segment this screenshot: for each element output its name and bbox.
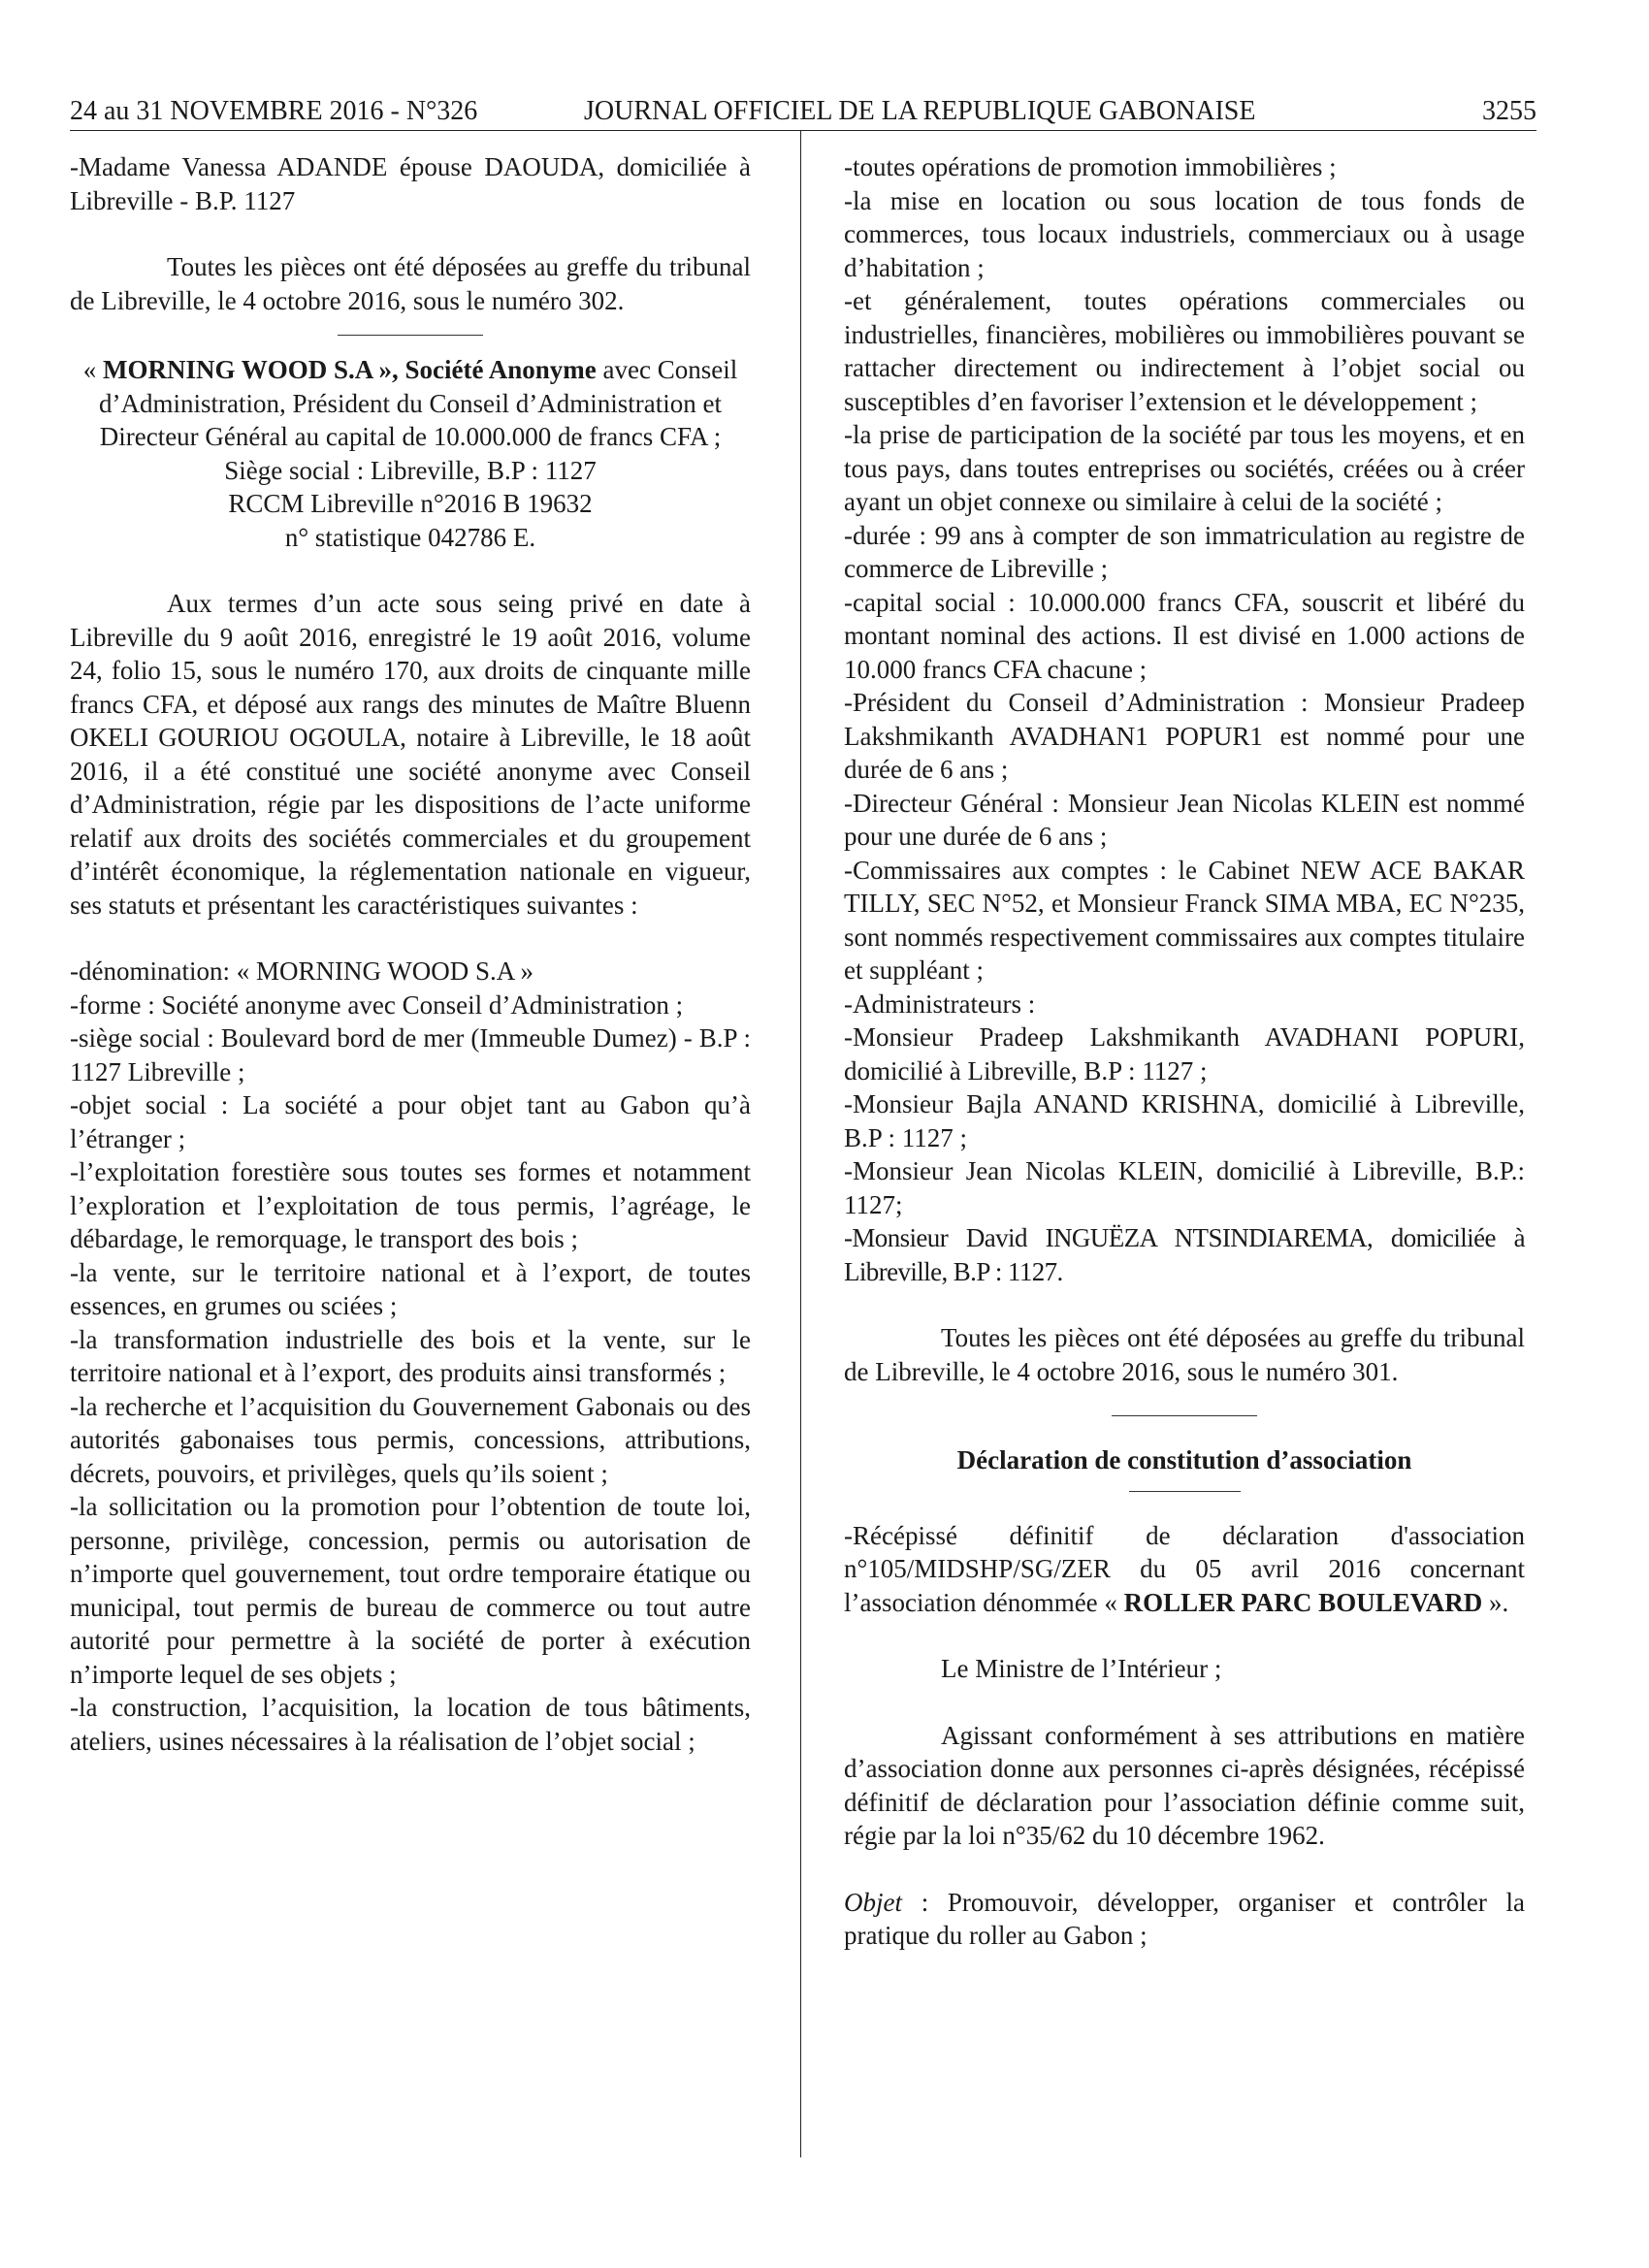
- list-item: -l’exploitation forestière sous toutes ses formes et notamment l’exploration et l’exploitation de tous permis, l’agréage, le débardage, le remorquage, le transport des bois ;: [70, 1157, 751, 1253]
- company-heading: « MORNING WOOD S.A », Société Anonyme avec Conseil d’Administration, Président du Conseil d’Administration et Directeur Général au capital de 10.000.000 de francs CFA ; Siège social : Libreville, B.P : 1127 RCCM Libreville n°2016 B 19632 n° statistique 042786 E.: [70, 353, 751, 554]
- list-item: -la construction, l’acquisition, la location de tous bâtiments, ateliers, usines nécessaires à la réalisation de l’objet social ;: [70, 1693, 751, 1756]
- list-item: -la mise en location ou sous location de tous fonds de commerces, tous locaux industriels, commerciaux ou à usage d’habitation ;: [844, 185, 1525, 282]
- section-rule: [338, 335, 483, 336]
- acte-paragraph: Aux termes d’un acte sous seing privé en date à Libreville du 9 août 2016, enregistré le 19 août 2016, volume 24, folio 15, sous le numéro 170, aux droits de cinquante mille francs CFA, et déposé aux rangs des minutes de Maître Bluenn OKELI GOURIOU OGOULA, notaire à Libreville, le 18 août 2016, il a été constitué une société anonyme avec Conseil d’Administration, régie par les dispositions de l’acte uniforme relatif aux droits des sociétés commerciales et du groupement d’intérêt économique, la réglementation nationale en vigueur, ses statuts et présentant les caractéristiques suivantes :: [70, 589, 751, 920]
- page-number: 3255: [1482, 96, 1536, 126]
- list-item: -durée : 99 ans à compter de son immatriculation au registre de commerce de Libreville ;: [844, 520, 1525, 583]
- company-form: Société Anonyme: [404, 355, 597, 384]
- recepisse-paragraph: -Récépissé définitif de déclaration d'association n°105/MIDSHP/SG/ZER du 05 avril 2016 concernant l’association dénommée « ROLLER PARC BOULEVARD ».: [844, 1520, 1525, 1617]
- company-name: MORNING WOOD S.A: [103, 355, 372, 384]
- section-rule: [1129, 1491, 1241, 1492]
- shareholder-entry: -Madame Vanessa ADANDE épouse DAOUDA, domiciliée à Libreville - B.P. 1127: [70, 152, 751, 215]
- list-item: -la vente, sur le territoire national et à l’export, de toutes essences, en grumes ou sciées ;: [70, 1257, 751, 1320]
- list-item: -capital social : 10.000.000 francs CFA, souscrit et libéré du montant nominal des actions. Il est divisé en 1.000 actions de 10.000 francs CFA chacune ;: [844, 587, 1525, 684]
- list-item: -objet social : La société a pour objet tant au Gabon qu’à l’étranger ;: [70, 1090, 751, 1153]
- list-item: -Monsieur David INGUËZA NTSINDIAREMA, domiciliée à Libreville, B.P : 1127.: [844, 1223, 1525, 1286]
- list-item: -et généralement, toutes opérations commerciales ou industrielles, financières, mobilières ou immobilières pouvant se rattacher directement ou indirectement à l’objet social ou susceptibles d’en favoriser l’extension et le développement ;: [844, 286, 1525, 416]
- company-stat: n° statistique 042786 E.: [284, 522, 536, 552]
- company-rccm: RCCM Libreville n°2016 B 19632: [228, 489, 593, 518]
- page-header: [70, 95, 1536, 131]
- agissant-paragraph: Agissant conformément à ses attributions en matière d’association donne aux personnes ci-après désignées, récépissé définitif de déclaration pour l’association définie comme suit, régie par la loi n°35/62 du 10 décembre 1962.: [844, 1720, 1525, 1850]
- association-name: ROLLER PARC BOULEVARD: [1123, 1587, 1483, 1617]
- list-item: -toutes opérations de promotion immobilières ;: [844, 152, 1337, 181]
- objet-label: Objet: [844, 1887, 902, 1917]
- deposit-notice: Toutes les pièces ont été déposées au greffe du tribunal de Libreville, le 4 octobre 2016, sous le numéro 302.: [70, 252, 751, 315]
- list-item: -Administrateurs :: [844, 988, 1036, 1019]
- objet-paragraph: Objet : Promouvoir, développer, organiser et contrôler la pratique du roller au Gabon ;: [844, 1887, 1525, 1950]
- list-item: -Monsieur Bajla ANAND KRISHNA, domicilié à Libreville, B.P : 1127 ;: [844, 1089, 1525, 1152]
- list-item: -la prise de participation de la société par tous les moyens, et en tous pays, dans toutes entreprises ou sociétés, créées ou à créer ayant un objet connexe ou similaire à celui de la société ;: [844, 420, 1525, 516]
- right-column: [844, 150, 1525, 1953]
- journal-title: JOURNAL OFFICIEL DE LA REPUBLIQUE GABONAISE: [584, 96, 1256, 126]
- list-item: -la transformation industrielle des bois et la vente, sur le territoire national et à l’export, des produits ainsi transformés ;: [70, 1324, 751, 1387]
- ministre-line: Le Ministre de l’Intérieur ;: [941, 1654, 1222, 1683]
- list-item: -Monsieur Pradeep Lakshmikanth AVADHANI POPURI, domicilié à Libreville, B.P : 1127 ;: [844, 1022, 1525, 1085]
- list-item: -Commissaires aux comptes : le Cabinet NEW ACE BAKAR TILLY, SEC N°52, et Monsieur Franck SIMA MBA, EC N°235, sont nommés respectivement commissaires aux comptes titulaire et suppléant ;: [844, 855, 1525, 985]
- column-divider: [800, 130, 801, 2157]
- section-title: Déclaration de constitution d’association: [956, 1445, 1412, 1474]
- list-item: -Directeur Général : Monsieur Jean Nicolas KLEIN est nommé pour une durée de 6 ans ;: [844, 788, 1525, 851]
- left-column: [70, 150, 751, 1758]
- list-item: -Monsieur Jean Nicolas KLEIN, domicilié à Libreville, B.P.: 1127;: [844, 1156, 1525, 1219]
- list-item: -la sollicitation ou la promotion pour l’obtention de toute loi, personne, privilège, concession, permis ou autorisation de n’importe quel gouvernement, tout ordre temporaire étatique ou municipal, tout permis de bureau de commerce ou tout autre autorité pour permettre à la société de porter à exécution n’importe lequel de ses objets ;: [70, 1492, 751, 1689]
- issue-date: 24 au 31 NOVEMBRE 2016 - N°326: [70, 96, 478, 126]
- list-item: -siège social : Boulevard bord de mer (Immeuble Dumez) - B.P : 1127 Libreville ;: [70, 1023, 751, 1086]
- section-rule: [1112, 1415, 1257, 1416]
- list-item: -la recherche et l’acquisition du Gouvernement Gabonais ou des autorités gabonaises tous permis, concessions, attributions, décrets, pouvoirs, et privilèges, quels qu’ils soient ;: [70, 1391, 751, 1488]
- company-siege: Siège social : Libreville, B.P : 1127: [224, 455, 597, 485]
- list-item: -Président du Conseil d’Administration : Monsieur Pradeep Lakshmikanth AVADHAN1 POPUR1 est nommé pour une durée de 6 ans ;: [844, 688, 1525, 784]
- list-item: -dénomination: « MORNING WOOD S.A »: [70, 956, 534, 986]
- deposit-notice: Toutes les pièces ont été déposées au greffe du tribunal de Libreville, le 4 octobre 2016, sous le numéro 301.: [844, 1323, 1525, 1386]
- list-item: -forme : Société anonyme avec Conseil d’Administration ;: [70, 989, 684, 1020]
